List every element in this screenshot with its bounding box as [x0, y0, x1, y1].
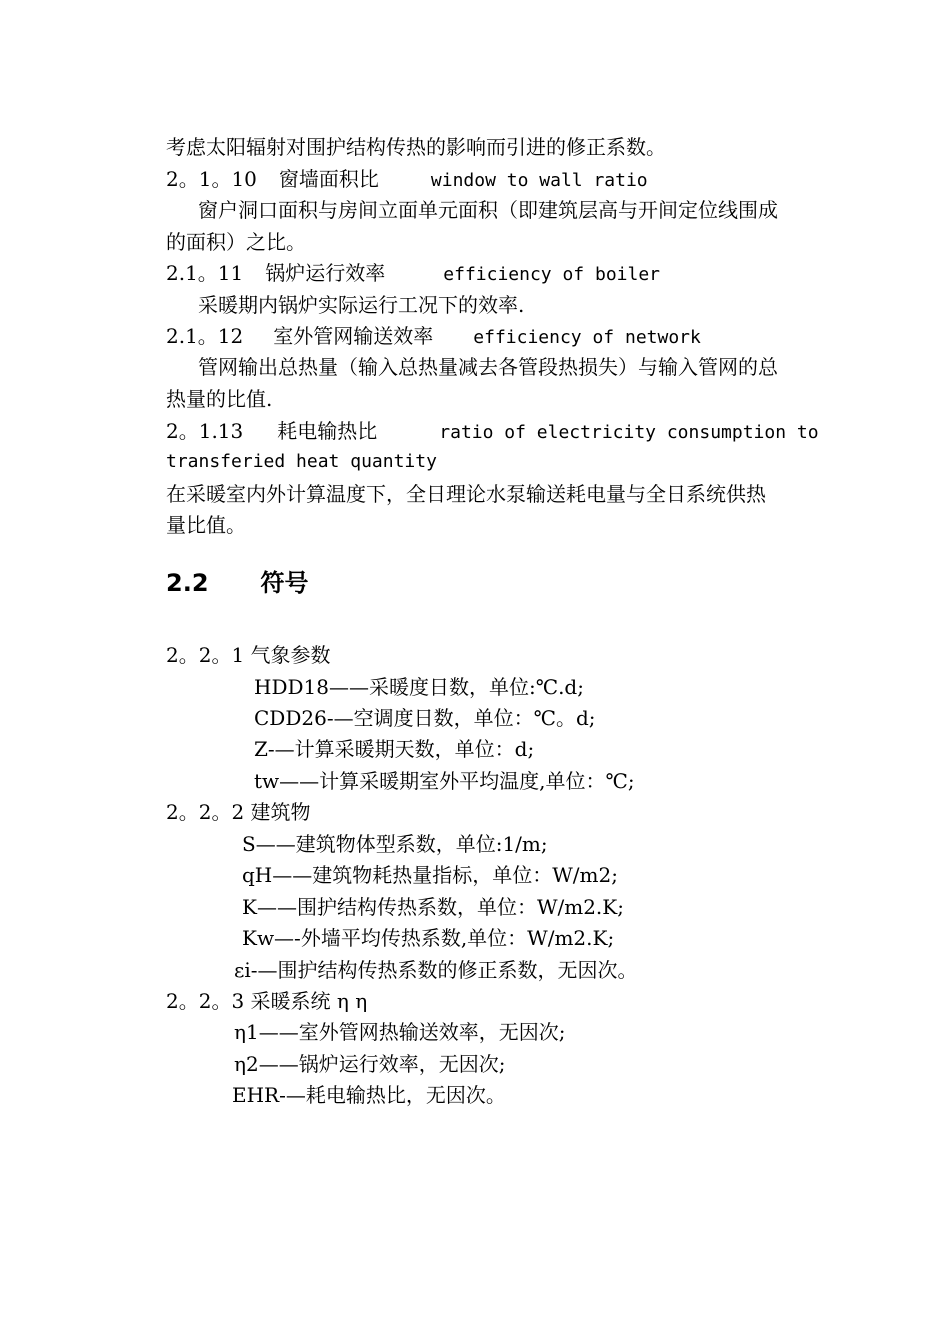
symbol-item: EHR-—耗电输热比，无因次。	[232, 1083, 506, 1107]
clause-definition: 采暖期内锅炉实际运行工况下的效率.	[198, 293, 525, 317]
symbol-item: εi-—围护结构传热系数的修正系数，无因次。	[234, 958, 638, 982]
clause-definition: 的面积）之比。	[166, 230, 306, 254]
clause-number: 2。1.13	[166, 419, 244, 443]
clause-term-cn: 窗墙面积比	[278, 167, 379, 191]
symbol-item: Kw—-外墙平均传热系数,单位：W/m2.K;	[242, 926, 615, 950]
symbol-item: CDD26-—空调度日数，单位：℃。d;	[254, 706, 596, 730]
clause-2-1-11	[166, 258, 660, 288]
clause-term-en: window to wall ratio	[430, 170, 648, 191]
symbol-item: HDD18——采暖度日数，单位:℃.d;	[254, 675, 584, 699]
clause-number: 2。1。10	[166, 167, 257, 191]
clause-definition: 热量的比值.	[166, 387, 273, 411]
symbol-group-heading: 2。2。1 气象参数	[166, 643, 331, 667]
text-line: 考虑太阳辐射对围护结构传热的影响而引进的修正系数。	[166, 135, 666, 159]
section-heading	[166, 566, 309, 600]
clause-term-cn: 锅炉运行效率	[265, 261, 386, 285]
symbol-item: η2——锅炉运行效率，无因次;	[234, 1052, 506, 1076]
clause-number: 2.1。12	[166, 324, 244, 348]
clause-term-cn: 耗电输热比	[277, 419, 378, 443]
clause-definition: 窗户洞口面积与房间立面单元面积（即建筑层高与开间定位线围成	[198, 198, 778, 222]
symbol-group-heading: 2。2。3 采暖系统 η η	[166, 989, 368, 1013]
clause-definition: 量比值。	[166, 513, 246, 537]
symbol-item: tw——计算采暖期室外平均温度,单位：℃;	[254, 769, 635, 793]
section-number: 2.2	[166, 569, 209, 597]
clause-2-1-10	[166, 164, 648, 194]
symbol-item: η1——室外管网热输送效率，无因次;	[234, 1020, 566, 1044]
clause-2-1-12	[166, 321, 701, 351]
clause-term-cn: 室外管网输送效率	[273, 324, 434, 348]
clause-term-en: ratio of electricity consumption to	[439, 422, 819, 443]
clause-number: 2.1。11	[166, 261, 244, 285]
section-title: 符号	[260, 569, 309, 597]
symbol-item: S——建筑物体型系数，单位:1/m;	[242, 832, 548, 856]
clause-term-en-cont: transferied heat quantity	[166, 451, 437, 472]
clause-2-1-13	[166, 416, 819, 446]
symbol-item: Z-—计算采暖期天数，单位：d;	[254, 737, 535, 761]
clause-term-en: efficiency of network	[473, 327, 701, 348]
symbol-item: qH——建筑物耗热量指标，单位：W/m2;	[242, 863, 618, 887]
clause-definition: 在采暖室内外计算温度下，全日理论水泵输送耗电量与全日系统供热	[166, 482, 766, 506]
symbol-item: K——围护结构传热系数，单位：W/m2.K;	[242, 895, 624, 919]
clause-definition: 管网输出总热量（输入总热量减去各管段热损失）与输入管网的总	[198, 355, 778, 379]
clause-term-en: efficiency of boiler	[443, 264, 661, 285]
symbol-group-heading: 2。2。2 建筑物	[166, 800, 311, 824]
